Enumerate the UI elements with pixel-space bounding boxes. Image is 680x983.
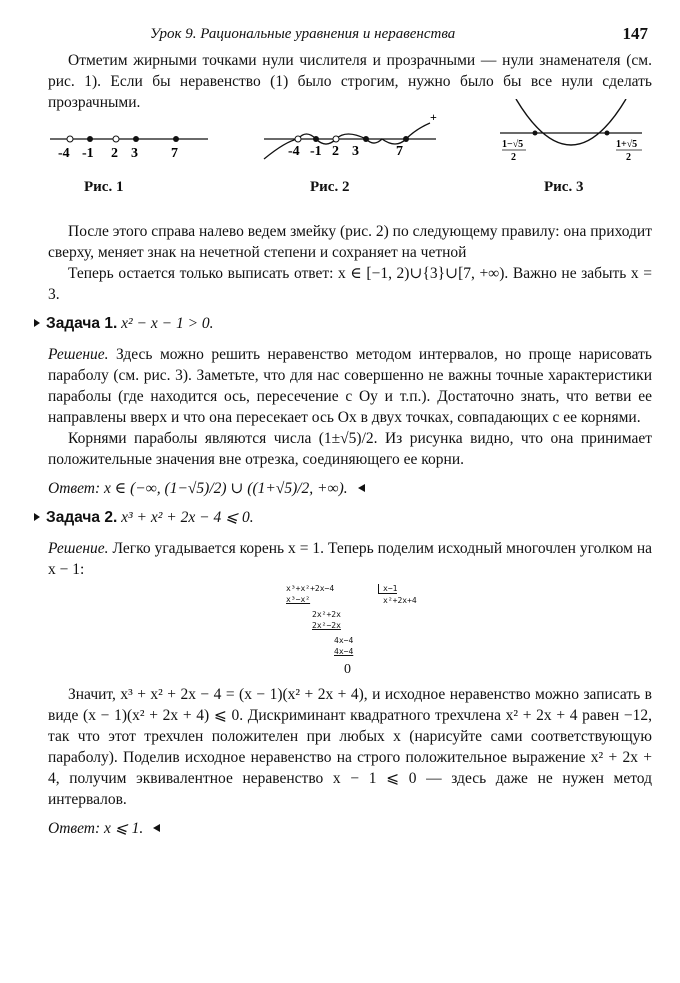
figure-3 (496, 99, 646, 171)
point (133, 136, 139, 142)
task-statement: x² − x − 1 > 0. (121, 315, 214, 332)
answer-text: x ∈ (−∞, (1−√5)/2) ∪ ((1+√5)/2, +∞). (104, 480, 348, 497)
solution-2-conclusion: Значит, x³ + x² + 2x − 4 = (x − 1)(x² + 2x + 4), и исходное неравенство можно записать в виде (x − 1)(x² + 2x + 4) ⩽ 0. Дискриминант квадратного трехчлена x² + 2x + 4 равен −12, так что этот трехчлен положителен при любых x (нарисуйте сами соответствующую параболу). Поделив исходное неравенство на строго положительное выражение x² + 2x + 4, получим эквивалентное неравенство x − 1 ⩽ 0 — здесь даже не нужен метод интервалов. (48, 686, 652, 808)
right-root-den: 2 (626, 152, 631, 163)
long-division (48, 584, 652, 682)
answer-text: x ⩽ 1. (104, 820, 144, 837)
tick-label: 7 (171, 146, 178, 161)
tick-label: -4 (58, 146, 70, 161)
task-2 (48, 507, 652, 528)
point (295, 136, 301, 142)
page-number: 147 (622, 24, 648, 43)
figures-row (48, 111, 652, 207)
figure-3-caption: Рис. 3 (544, 179, 584, 195)
subtrahend-1: x³−x² (286, 595, 311, 604)
tick-label: 7 (396, 144, 403, 159)
point (403, 136, 409, 142)
right-root-num: 1+√5 (616, 139, 638, 150)
tick-label: -1 (82, 146, 94, 161)
figure-2-caption: Рис. 2 (310, 179, 350, 195)
tick-label: 2 (111, 146, 118, 161)
remainder-1: 2x²+2x (312, 610, 341, 619)
left-root-num: 1−√5 (502, 139, 524, 150)
final-remainder: 0 (344, 662, 351, 677)
task-1 (48, 313, 652, 334)
parabola (516, 99, 626, 145)
intro-paragraph: Отметим жирными точками нули числителя и прозрачными — нули знаменателя (см. рис. 1). Если бы неравенство (1) было строгим, нужно было бы все нули сделать прозрачными. (48, 52, 652, 111)
point (363, 136, 369, 142)
answer-label: Ответ: (48, 820, 101, 837)
snake-rule-paragraph: После этого справа налево ведем змейку (рис. 2) по следующему правилу: она приходит сверху, меняет знак на нечетной степени и сохраняет на четной (48, 223, 652, 261)
plus-sign: + (430, 111, 437, 124)
task-marker-icon (34, 319, 40, 327)
point (87, 136, 93, 142)
remainder-2: 4x−4 (334, 636, 354, 645)
chapter-title: Урок 9. Рациональные уравнения и неравенства (150, 26, 456, 42)
task-marker-icon (34, 513, 40, 521)
solution-text: Легко угадывается корень x = 1. Теперь поделим исходный многочлен уголком на x − 1: (48, 540, 652, 578)
running-header (48, 22, 652, 50)
answer-1 (48, 478, 652, 499)
point (313, 136, 319, 142)
point (333, 136, 339, 142)
solution-text: Здесь можно решить неравенство методом интервалов, но проще нарисовать параболу (см. рис. 3). Заметьте, что для нас совершенно не важны точные характеристики параболы (где находится ось, пересечение с Oy и т.п.). Достаточно знать, что ветви ее направлены вверх и что она пересекает ось Ox в двух точках, совпадающих с ее корнями. (48, 346, 652, 426)
figure-1 (48, 117, 228, 177)
root-point (605, 131, 610, 136)
tick-label: 3 (131, 146, 138, 161)
task-statement: x³ + x² + 2x − 4 ⩽ 0. (121, 509, 254, 526)
tick-label: -1 (310, 144, 322, 159)
answer-label: Ответ: (48, 480, 101, 497)
solution-label: Решение. (48, 540, 109, 557)
page (48, 22, 652, 839)
answer-paragraph: Теперь остается только выписать ответ: x ∈ [−1, 2)∪{3}∪[7, +∞). Важно не забыть x = 3. (48, 265, 652, 303)
point (113, 136, 119, 142)
task-label: Задача 2. (46, 509, 118, 526)
tick-label: -4 (288, 144, 300, 159)
solution-2 (48, 538, 652, 580)
point (67, 136, 73, 142)
task-label: Задача 1. (46, 315, 118, 332)
figure-2 (256, 111, 446, 173)
figure-1-caption: Рис. 1 (84, 179, 124, 195)
dividend: x³+x²+2x−4 (286, 584, 335, 593)
solution-label: Решение. (48, 346, 109, 363)
quotient: x²+2x+4 (383, 596, 417, 605)
subtrahend-3: 4x−4 (334, 647, 354, 656)
tick-label: 3 (352, 144, 359, 159)
tick-label: 2 (332, 144, 339, 159)
point (173, 136, 179, 142)
root-point (533, 131, 538, 136)
solution-1 (48, 344, 652, 428)
left-root-den: 2 (511, 152, 516, 163)
solution-1-roots: Корнями параболы являются числа (1±√5)/2. Из рисунка видно, что она принимает положительные значения вне отрезка, соединяющего ее корни. (48, 430, 652, 468)
answer-2 (48, 818, 652, 839)
subtrahend-2: 2x²−2x (312, 621, 341, 630)
end-marker-icon (153, 824, 160, 832)
divisor: x−1 (378, 584, 397, 594)
end-marker-icon (358, 484, 365, 492)
